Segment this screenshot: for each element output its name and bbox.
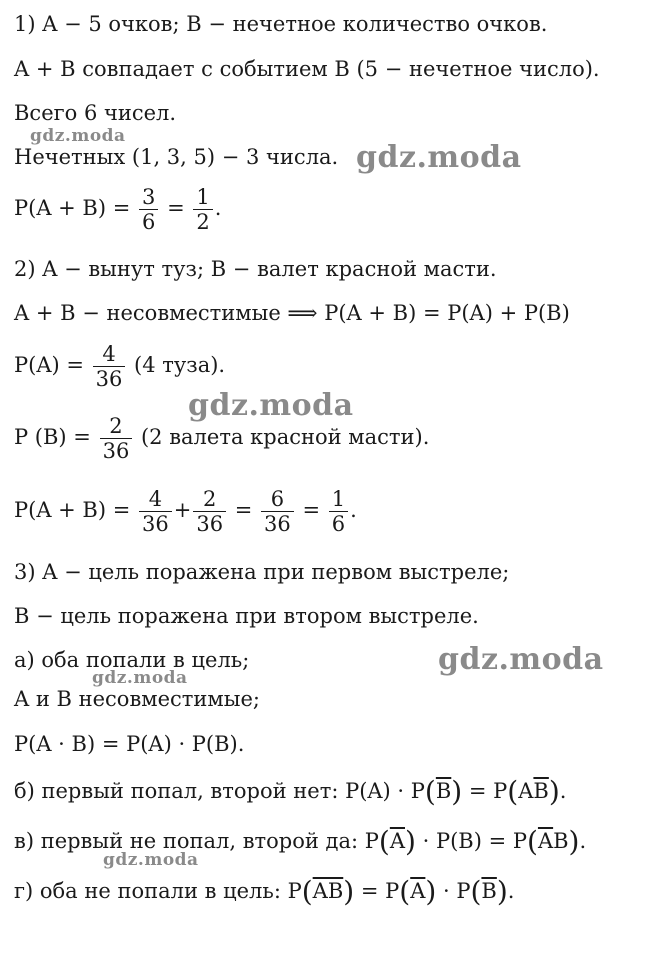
numerator: 4 <box>139 487 172 512</box>
equals: = <box>295 498 327 523</box>
equals: = <box>160 196 192 221</box>
denominator: 36 <box>196 512 224 537</box>
paren: ( <box>507 775 519 808</box>
formula-text: = P <box>462 779 508 803</box>
line-6: 2) A − вынут туз; B − валет красной масти. <box>14 257 497 281</box>
paren: ( <box>424 775 436 808</box>
denominator: 6 <box>142 210 156 235</box>
line-10-formula <box>14 487 357 536</box>
formula-text: · P(B) = P <box>415 829 527 853</box>
line-18-formula <box>14 875 515 908</box>
line-2: A + B совпадает с событием B (5 − нечетное число). <box>14 57 600 81</box>
line-16-formula <box>14 775 567 808</box>
complement-a: $\overline{A}$ <box>537 829 554 853</box>
formula-lhs: P(A + B) = <box>14 196 138 221</box>
line-13: а) оба попали в цель; <box>14 648 250 672</box>
watermark: gdz.moda <box>438 642 604 677</box>
line-15: P(A · B) = P(A) · P(B). <box>14 732 245 756</box>
formula-text: в) первый не попал, второй да: P <box>14 829 379 853</box>
period: . <box>214 196 222 221</box>
line-3: Всего 6 чисел. <box>14 101 177 125</box>
complement-b: $\overline{B}$ <box>533 779 549 803</box>
event-a: A <box>518 779 534 803</box>
fraction <box>93 342 126 391</box>
formula-lhs: P (B) = <box>14 425 98 450</box>
formula-lhs: P(A) = <box>14 353 91 378</box>
period: . <box>350 498 357 523</box>
line-11: 3) A − цель поражена при первом выстреле; <box>14 560 510 584</box>
line-8-formula <box>14 342 225 391</box>
paren: ( <box>378 825 390 858</box>
formula-text: г) оба не попали в цель: P <box>14 879 302 903</box>
numerator: 6 <box>261 487 294 512</box>
line-12: B − цель поражена при втором выстреле. <box>14 604 479 628</box>
complement-a: $\overline{A}$ <box>389 829 405 853</box>
watermark: gdz.moda <box>356 140 522 175</box>
fraction <box>261 487 294 536</box>
fraction <box>139 185 158 234</box>
numerator: 3 <box>139 185 158 210</box>
fraction <box>193 487 226 536</box>
numerator: 1 <box>329 487 348 512</box>
period: . <box>559 779 567 803</box>
plus: + <box>173 498 192 523</box>
fraction <box>100 414 133 463</box>
watermark: gdz.moda <box>92 668 188 688</box>
paren: ) <box>451 775 463 808</box>
paren: ) <box>343 875 355 908</box>
paren: ) <box>425 875 437 908</box>
comment: (2 валета красной масти). <box>134 425 430 450</box>
numerator: 2 <box>100 414 133 439</box>
fraction <box>193 185 212 234</box>
line-7: A + B − несовместимые ⟹ P(A + B) = P(A) + P(B) <box>14 301 570 325</box>
watermark: gdz.moda <box>188 388 354 423</box>
complement-b: $\overline{B}$ <box>481 879 497 903</box>
numerator: 2 <box>193 487 226 512</box>
paren: ( <box>527 825 538 858</box>
formula-text: б) первый попал, второй нет: P(A) · P <box>14 779 425 803</box>
formula-text: · P <box>436 879 471 903</box>
numerator: 1 <box>193 185 212 210</box>
denominator: 36 <box>95 367 123 392</box>
paren: ) <box>405 825 416 858</box>
fraction <box>139 487 172 536</box>
denominator: 6 <box>331 512 346 537</box>
equals: = <box>228 498 260 523</box>
complement-a: $\overline{A}$ <box>410 879 426 903</box>
paren: ) <box>496 875 508 908</box>
denominator: 36 <box>102 439 130 464</box>
event-b: B <box>553 829 569 853</box>
formula-text: = P <box>354 879 400 903</box>
paren: ( <box>301 875 313 908</box>
numerator: 4 <box>93 342 126 367</box>
period: . <box>507 879 515 903</box>
line-4: Нечетных (1, 3, 5) − 3 числа. <box>14 145 339 169</box>
line-14: A и B несовместимые; <box>14 687 260 711</box>
paren: ) <box>548 775 560 808</box>
line-17-formula <box>14 825 587 858</box>
watermark: gdz.moda <box>103 850 199 870</box>
line-5-formula <box>14 185 221 234</box>
formula-lhs: P(A + B) = <box>14 498 138 523</box>
watermark: gdz.moda <box>30 126 126 146</box>
line-1: 1) A − 5 очков; B − нечетное количество очков. <box>14 12 548 36</box>
denominator: 36 <box>142 512 169 537</box>
paren: ) <box>568 825 580 858</box>
complement-b: $\overline{B}$ <box>435 779 452 803</box>
fraction <box>329 487 348 536</box>
complement-ab: $\overline{AB}$ <box>312 879 344 903</box>
period: . <box>579 829 587 853</box>
comment: (4 туза). <box>127 353 226 378</box>
paren: ( <box>470 875 482 908</box>
paren: ( <box>399 875 411 908</box>
denominator: 2 <box>196 210 210 235</box>
denominator: 36 <box>264 512 291 537</box>
